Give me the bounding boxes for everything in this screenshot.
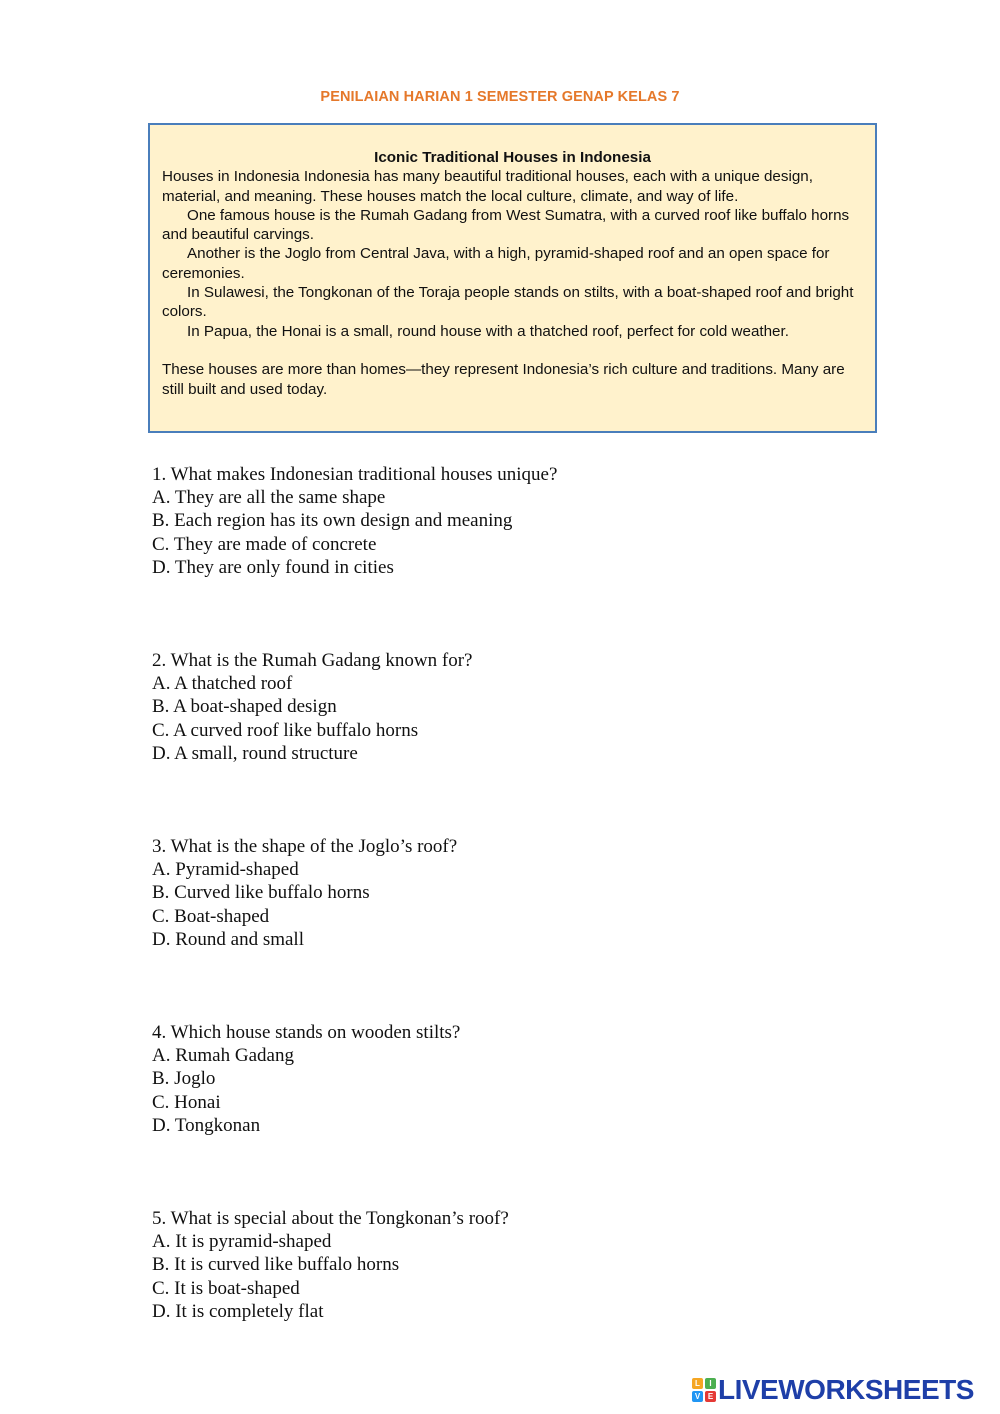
option-a[interactable]: A. It is pyramid-shaped (152, 1231, 332, 1253)
question-2 (152, 649, 852, 765)
question-text: 1. What makes Indonesian traditional houses unique? (152, 464, 558, 485)
question-text: 3. What is the shape of the Joglo’s roof? (152, 836, 458, 858)
option-b[interactable]: B. A boat-shaped design (152, 696, 337, 718)
reading-paragraph-joglo: Another is the Joglo from Central Java, with a high, pyramid-shaped roof and an open space for ceremonies. (162, 245, 830, 282)
option-c[interactable]: C. Boat-shaped (152, 905, 270, 927)
option-b[interactable]: B. Joglo (152, 1068, 216, 1090)
reading-title: Iconic Traditional Houses in Indonesia (374, 149, 651, 166)
liveworksheets-brand (692, 1374, 992, 1406)
question-5 (152, 1207, 852, 1323)
reading-passage-box (148, 123, 877, 433)
reading-paragraph-honai: In Papua, the Honai is a small, round house with a thatched roof, perfect for cold weather. (187, 322, 789, 340)
question-4 (152, 1021, 852, 1137)
questions-list (152, 463, 852, 1393)
liveworksheets-wordmark: LIVEWORKSHEETS (718, 1374, 974, 1405)
option-c[interactable]: C. It is boat-shaped (152, 1277, 300, 1299)
option-a[interactable]: A. A thatched roof (152, 673, 293, 695)
logo-letter-e: E (705, 1391, 716, 1402)
option-d[interactable]: D. They are only found in cities (152, 556, 394, 578)
question-3 (152, 835, 852, 951)
option-b[interactable]: B. Each region has its own design and meaning (152, 510, 513, 532)
liveworksheets-logo-icon (692, 1378, 716, 1402)
page-title: PENILAIAN HARIAN 1 SEMESTER GENAP KELAS 7 (320, 89, 680, 105)
option-c[interactable]: C. A curved roof like buffalo horns (152, 719, 419, 741)
reading-paragraph-rumah-gadang: One famous house is the Rumah Gadang from West Sumatra, with a curved roof like buffalo horns and beautiful carvings. (162, 206, 850, 244)
question-1 (152, 463, 852, 579)
option-b[interactable]: B. Curved like buffalo horns (152, 882, 370, 904)
option-a[interactable]: A. They are all the same shape (152, 487, 386, 509)
reading-paragraph-intro: Houses in Indonesia Indonesia has many beautiful traditional houses, each with a unique design, material, and meaning. These houses match the local culture, climate, and way of life. (162, 168, 813, 205)
option-d[interactable]: D. Round and small (152, 928, 304, 950)
option-b[interactable]: B. It is curved like buffalo horns (152, 1254, 400, 1276)
option-d[interactable]: D. It is completely flat (152, 1300, 324, 1322)
question-text: 2. What is the Rumah Gadang known for? (152, 650, 473, 672)
option-a[interactable]: A. Pyramid-shaped (152, 859, 299, 881)
option-a[interactable]: A. Rumah Gadang (152, 1045, 294, 1067)
logo-letter-l: L (692, 1378, 703, 1389)
reading-paragraph-tongkonan: In Sulawesi, the Tongkonan of the Toraja people stands on stilts, with a boat-shaped roof and bright colors. (162, 284, 854, 321)
logo-letter-i: I (705, 1378, 716, 1389)
option-c[interactable]: C. Honai (152, 1091, 221, 1113)
option-d[interactable]: D. A small, round structure (152, 742, 358, 764)
paragraph-spacer (162, 341, 863, 360)
logo-letter-v: V (692, 1391, 703, 1402)
question-text: 4. Which house stands on wooden stilts? (152, 1022, 461, 1044)
reading-paragraph-conclusion: These houses are more than homes—they represent Indonesia’s rich culture and traditions. Many are still built and used today. (162, 361, 845, 398)
question-text: 5. What is special about the Tongkonan’s roof? (152, 1208, 509, 1230)
option-d[interactable]: D. Tongkonan (152, 1114, 261, 1136)
option-c[interactable]: C. They are made of concrete (152, 533, 377, 555)
